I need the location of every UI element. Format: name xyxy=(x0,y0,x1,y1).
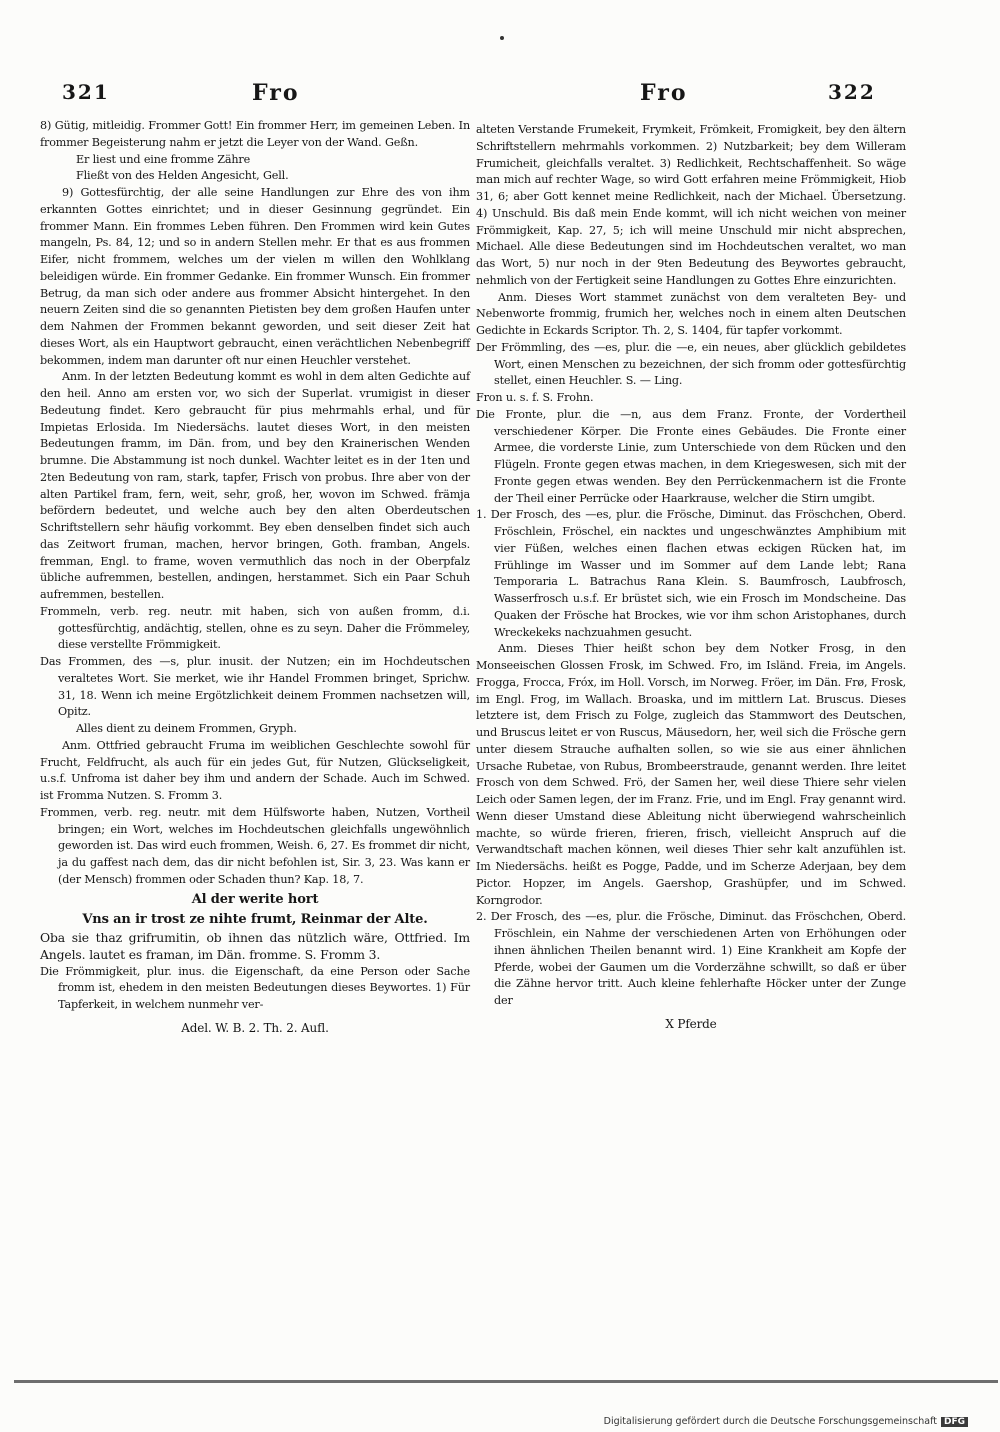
right-column-paragraph: Anm. Dieses Wort stammet zunächst von dem veralteten Bey- und Nebenworte frommig, frumich her, welches noch in einem alten Deutschen Gedichte in Eckards Scriptor. Th. 2, S. 1404, für tapfer vorkommt. xyxy=(476,290,906,337)
left-column-paragraph: Anm. In der letzten Bedeutung kommt es wohl in dem alten Gedichte auf den heil. Anno am ersten vor, wo sich der Superlat. vrumigist in dieser Bedeutung findet. Kero gebraucht für pius mehrmahls erhal, und für Impietas Erlosida. Im Niedersächs. lautet dieses Wort, in den meisten Bedeutungen framm, im Dän. from, und bey den Krainerischen Wenden brumne. Die Abstammung ist noch dunkel. Wachter leitet es in der 1ten und 2ten Bedeutung von ram, stark, tapfer, Frisch von probus. Ihre aber von der alten Partikel fram, fern, weit, sehr, groß, her, wovon im Schwed. främja befördern bedeutet, und welche auch bey den alten Oberdeutschen Schriftstellern sehr häufig vorkommt. Bey eben denselben findet sich auch das Zeitwort fruman, machen, hervor bringen, Goth. framban, Angels. fremman, Engl. to frame, woven vermuthlich das noch in der Oberpfalz übliche aufremmen, bestellen, andingen, herstammet. Sich ein Paar Schuh aufremmen, bestellen. xyxy=(40,370,470,601)
left-column-paragraph: Vns an ir trost ze nihte frumt, Reinmar der Alte. xyxy=(82,911,428,927)
right-column-paragraph: Anm. Dieses Thier heißt schon bey dem Notker Frosg, in den Monseeischen Glossen Frosk, im Schwed. Fro, im Isländ. Freia, im Angels. Frogga, Frocca, Fróx, im Holl. Vorsch, im Norweg. Fröer, im Dän. Frø, Frosk, im Engl. Frog, im Wallach. Broaska, und im mittlern Lat. Bruscus. Dieses letztere ist, dem Frisch zu Folge, zugleich das Stammwort des Deutschen, und Bruscus leitet er von Ruscus, Mäusedorn, her, weil sich die Frösche gern unter diesem Strauche aufhalten sollen, so wie sie aus einer ähnlichen Ursache Rubetae, von Rubus, Brombeerstraude, genannt werden. Ihre leitet Frosch von dem Schwed. Frö, der Samen her, weil diese Thiere sehr vielen Leich oder Samen legen, der im Franz. Frie, und im Engl. Fray genannt wird. Wenn dieser Umstand diese Ableitung nicht überwiegend wahrscheinlich machte, so würde frieren, frieren, frisch, vielleicht Anspruch auf die Verwandtschaft machen können, weil dieses Thier sehr kalt anzufühlen ist. Im Niedersächs. heißt es Pogge, Padde, und im Scherze Aderjaan, bey dem Pictor. Hopzer, im Angels. Gaershop, Grashüpfer, und im Schwed. Korngrodor. xyxy=(476,642,906,907)
right-column-paragraph: 2. Der Frosch, des —es, plur. die Frösche, Diminut. das Fröschchen, Oberd. Fröschlein, ein Nahme der verschiedenen Arten von Erhöhungen oder ihnen ähnlichen Theilen benannt wird. 1) Eine Krankheit am Kopfe der Pferde, wobei der Gaumen um die Vorderzähne schwillt, so daß er über die Zähne hervor tritt. Auch kleine fehlerhafte Höcker unter der Zunge der xyxy=(476,910,906,1007)
left-column-paragraph: Al der werite hort xyxy=(191,891,319,907)
dfg-logo: DFG xyxy=(941,1417,968,1427)
left-column-paragraph: Fließt von des Helden Angesicht, Gell. xyxy=(76,169,289,183)
right-column-paragraph: 1. Der Frosch, des —es, plur. die Frösche, Diminut. das Fröschchen, Oberd. Fröschlein, Fröschel, ein nacktes und ungeschwänztes Amphibium mit vier Füßen, welches einen flachen etwas eckigen Rücken hat, im Frühlinge im Wasser und im Sommer auf dem Lande lebt; Rana Temporaria L. Batrachus Rana Klein. S. Baumfrosch, Laubfrosch, Wasserfrosch u.s.f. Er brüstet sich, wie ein Frosch im Mondscheine. Das Quaken der Frösche hat Brockes, wie vor ihm schon Aristophanes, durch Wreckekeks nachzuahmen gesucht. xyxy=(476,508,906,639)
scan-speck xyxy=(500,36,504,40)
right-column-paragraph: X Pferde xyxy=(665,1016,717,1031)
left-column xyxy=(40,118,470,1037)
left-column-paragraph: Das Frommen, des —s, plur. inusit. der Nutzen; ein im Hochdeutschen veraltetes Wort. Sie merket, wie ihr Handel Frommen bringet, Sprichw. 31, 18. Wenn ich meine Ergötzlichkeit deinem Frommen nachsetzen will, Opitz. xyxy=(40,655,470,719)
left-column-paragraph: Adel. W. B. 2. Th. 2. Aufl. xyxy=(181,1020,329,1035)
left-column-paragraph: Frommeln, verb. reg. neutr. mit haben, sich von außen fromm, d.i. gottesfürchtig, andächtig, stellen, ohne es zu seyn. Daher die Frömmeley, diese verstellte Frömmigkeit. xyxy=(40,604,470,652)
left-column-paragraph: 8) Gütig, mitleidig. Frommer Gott! Ein frommer Herr, im gemeinen Leben. In frommer Begeisterung nahm er jetzt die Leyer von der Wand. Geßn. xyxy=(40,119,470,149)
left-column-paragraph: Anm. Ottfried gebraucht Fruma im weiblichen Geschlechte sowohl für Frucht, Feldfrucht, als auch für ein jedes Gut, für Nutzen, Glückseligkeit, u.s.f. Unfroma ist daher bey ihm und andern der Schade. Auch im Schwed. ist Fromma Nutzen. S. Fromm 3. xyxy=(40,738,470,802)
left-running-head: Fro xyxy=(252,80,300,106)
right-page-number: 322 xyxy=(828,80,876,104)
right-column-paragraph: Fron u. s. f. S. Frohn. xyxy=(476,391,594,404)
footer-credit: Digitalisierung gefördert durch die Deutsche Forschungsgemeinschaft xyxy=(603,1416,937,1427)
footer xyxy=(604,1416,968,1427)
left-column-paragraph: 9) Gottesfürchtig, der alle seine Handlungen zur Ehre des von ihm erkannten Gottes einrichtet; und in dieser Gesinnung gegründet. Ein frommer Mann. Ein frommes Leben führen. Den Frommen wird kein Gutes mangeln, Ps. 84, 12; und so in andern Stellen mehr. Er that es aus frommen Eifer, nicht frommem, welches um der vielen m willen den Wohlklang beleidigen würde. Ein frommer Gedanke. Ein frommer Wunsch. Ein frommer Betrug, da man sich oder andere aus frommer Absicht hintergehet. In den neuern Zeiten sind die so genannten Pietisten bey dem großen Haufen unter dem Nahmen der Frommen bekannt geworden, und seit dieser Zeit hat dieses Wort, als ein Hauptwort gebraucht, einen verächtlichen Nebenbegriff bekommen, indem man darunter oft nur einen Heuchler verstehet. xyxy=(40,186,470,367)
right-column xyxy=(476,122,906,1033)
scan-bottom-edge xyxy=(14,1380,998,1383)
right-column-paragraph: Der Frömmling, des —es, plur. die —e, ein neues, aber glücklich gebildetes Wort, einen Menschen zu bezeichnen, der sich fromm oder gottesfürchtig stellet, einen Heuchler. S. — Ling. xyxy=(476,340,906,388)
left-page-number: 321 xyxy=(62,80,110,104)
right-column-paragraph: alteten Verstande Frumekeit, Frymkeit, Frömkeit, Fromigkeit, bey den ältern Schriftstellern mehrmahls vorkommen. 2) Nutzbarkeit; bey dem Willeram Frumicheit, gleichfalls veraltet. 3) Redlichkeit, Rechtschaffenheit. So wäge man mich auf rechter Wage, so wird Gott erfahren meine Frömmigkeit, Hiob 31, 6; aber Gott kennet meine Redlichkeit, nach der Michael. Übersetzung. 4) Unschuld. Bis daß mein Ende kommt, will ich nicht weichen von meiner Frömmigkeit, Kap. 27, 5; ich will meine Unschuld mir nicht absprechen, Michael. Alle diese Bedeutungen sind im Hochdeutschen veraltet, wo man das Wort, 5) nur noch in der 9ten Bedeutung des Beywortes gebraucht, nehmlich von der Fertigkeit seine Handlungen zu Gottes Ehre einzurichten. xyxy=(476,123,906,287)
left-column-paragraph: Die Frömmigkeit, plur. inus. die Eigenschaft, da eine Person oder Sache fromm ist, ehedem in den meisten Bedeutungen dieses Beywortes. 1) Für Tapferkeit, in welchem nunmehr ver- xyxy=(40,964,470,1011)
left-column-paragraph: Oba sie thaz grifrumitin, ob ihnen das nützlich wäre, Ottfried. Im Angels. lautet es framan, im Dän. fromme. S. Fromm 3. xyxy=(40,929,470,962)
left-column-paragraph: Alles dient zu deinem Frommen, Gryph. xyxy=(76,722,297,735)
left-column-paragraph: Er liest und eine fromme Zähre xyxy=(76,152,251,166)
left-column-paragraph: Frommen, verb. reg. neutr. mit dem Hülfsworte haben, Nutzen, Vortheil bringen; ein Wort, welches im Hochdeutschen gleichfalls ungewöhnlich geworden ist. Das wird euch frommen, Weish. 6, 27. Es frommet dir nicht, ja du gaffest nach dem, das dir nicht befohlen ist, Sir. 3, 23. Was kann er (der Mensch) frommen oder Schaden thun? Kap. 18, 7. xyxy=(40,805,470,886)
right-running-head: Fro xyxy=(640,80,688,106)
right-column-paragraph: Die Fronte, plur. die —n, aus dem Franz. Fronte, der Vordertheil verschiedener Körper. Die Fronte eines Gebäudes. Die Fronte einer Armee, die vorderste Linie, zum Unterschiede von dem Rücken und den Flügeln. Fronte gegen etwas machen, in dem Kriegeswesen, sich mit der Fronte gegen etwas wenden. Bey den Perrückenmachern ist die Fronte der Theil einer Perrücke oder Haarkrause, welcher die Stirn umgibt. xyxy=(476,407,906,505)
